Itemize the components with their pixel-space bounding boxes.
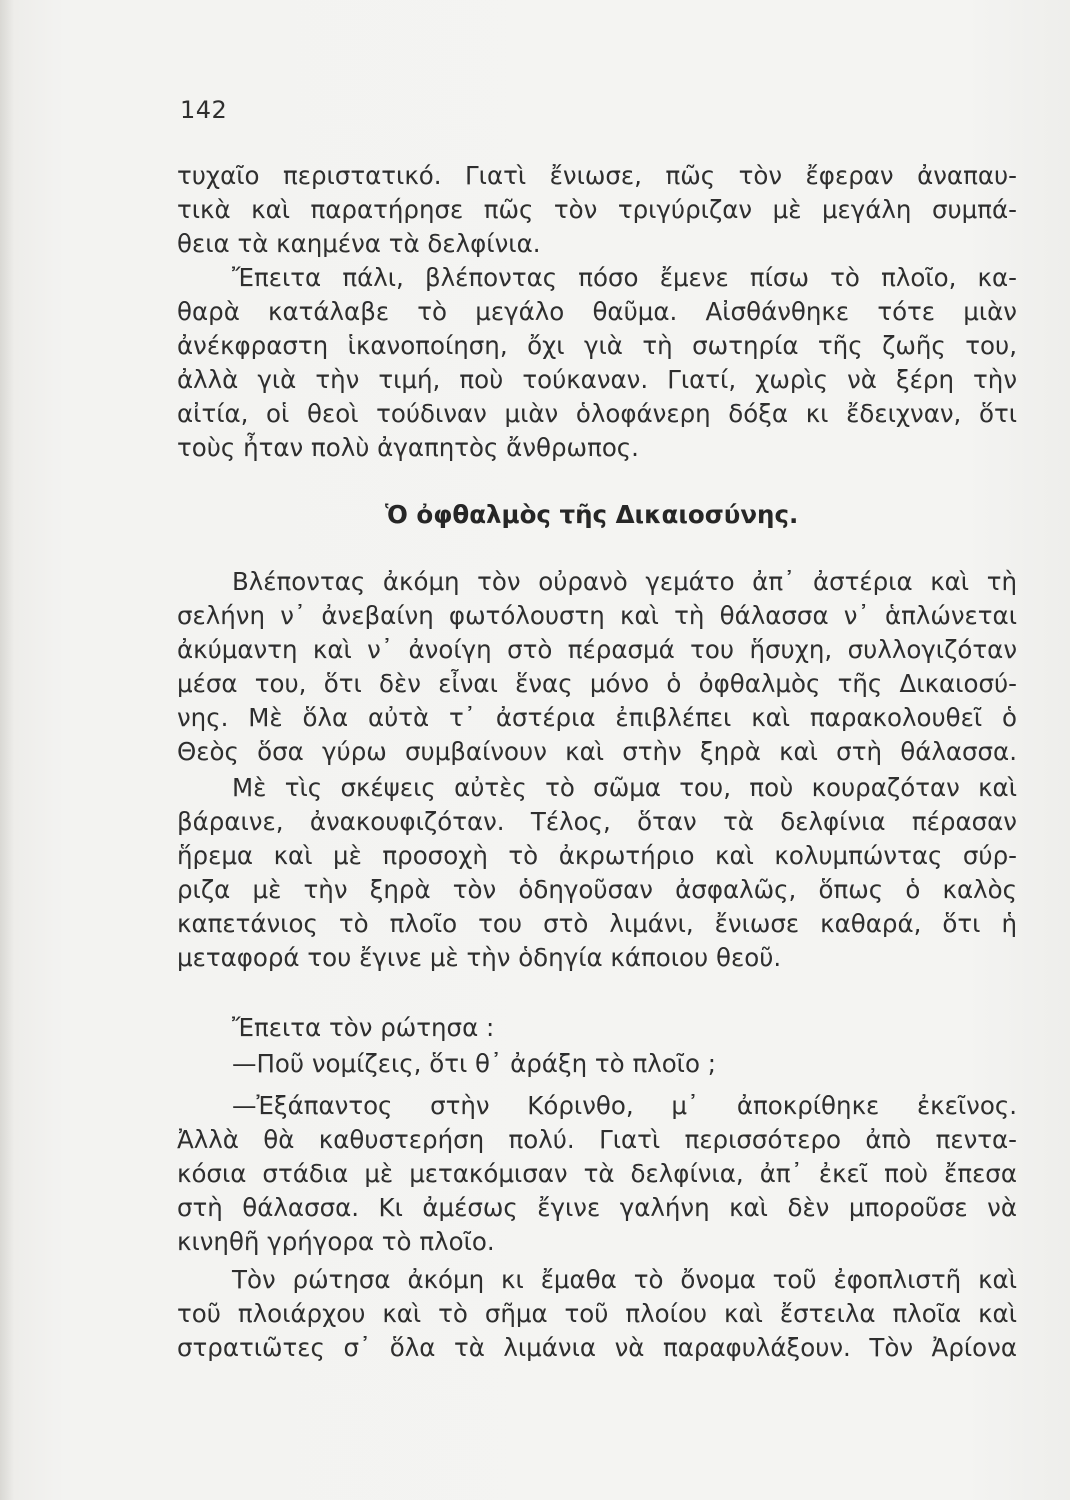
page-edge-shadow [0,0,14,1500]
section-heading: Ὁ ὀφθαλμὸς τῆς Δικαιοσύνης. [385,500,799,529]
text-line: στὴ θάλασσα. Κι ἀμέσως ἔγινε γαλήνη καὶ δὲν μποροῦσε νὰ [177,1193,1017,1222]
text-line: θαρὰ κατάλαβε τὸ μεγάλο θαῦμα. Αἰσθάνθηκε τότε μιὰν [177,297,1017,326]
text-line: κινηθῆ γρήγορα τὸ πλοῖο. [177,1227,495,1256]
text-line: Μὲ τὶς σκέψεις αὐτὲς τὸ σῶμα του, ποὺ κουραζόταν καὶ [232,773,1017,802]
text-line: νης. Μὲ ὅλα αὐτὰ τ᾽ ἀστέρια ἐπιβλέπει καὶ παρακολουθεῖ ὁ [177,703,1017,732]
text-line: Θεὸς ὅσα γύρω συμβαίνουν καὶ στὴν ξηρὰ καὶ στὴ θάλασσα. [177,737,1017,766]
text-line: Τὸν ρώτησα ἀκόμη κι ἔμαθα τὸ ὄνομα τοῦ ἐφοπλιστῆ καὶ [232,1265,1017,1294]
text-line: ἥρεμα καὶ μὲ προσοχὴ τὸ ἀκρωτήριο καὶ κολυμπώντας σύρ- [177,841,1017,870]
text-line: Ἀλλὰ θὰ καθυστερήση πολύ. Γιατὶ περισσότερο ἀπὸ πεντα- [177,1125,1017,1154]
text-line: —Ἐξάπαντος στὴν Κόρινθο, μ᾽ ἀποκρίθηκε ἐκεῖνος. [232,1091,1017,1120]
text-line: Βλέποντας ἀκόμη τὸν οὐρανὸ γεμάτο ἀπ᾽ ἀστέρια καὶ τὴ [232,567,1017,596]
text-line: Ἔπειτα πάλι, βλέποντας πόσο ἔμενε πίσω τὸ πλοῖο, κα- [232,263,1017,292]
text-line: στρατιῶτες σ᾽ ὅλα τὰ λιμάνια νὰ παραφυλάξουν. Τὸν Ἀρίονα [177,1333,1017,1362]
text-line: αἰτία, οἱ θεοὶ τούδιναν μιὰν ὁλοφάνερη δόξα κι ἔδειχναν, ὅτι [177,399,1017,428]
text-line: ἀνέκφραστη ἱκανοποίηση, ὄχι γιὰ τὴ σωτηρία τῆς ζωῆς του, [177,331,1017,360]
text-line: ἀλλὰ γιὰ τὴν τιμή, ποὺ τούκαναν. Γιατί, χωρὶς νὰ ξέρη τὴν [177,365,1017,394]
text-line: μεταφορά του ἔγινε μὲ τὴν ὁδηγία κάποιου θεοῦ. [177,943,782,972]
text-line: μέσα του, ὅτι δὲν εἶναι ἕνας μόνο ὁ ὀφθαλμὸς τῆς Δικαιοσύ- [177,669,1017,698]
text-line: τοῦ πλοιάρχου καὶ τὸ σῆμα τοῦ πλοίου καὶ ἔστειλα πλοῖα καὶ [177,1299,1017,1328]
text-line: βάραινε, ἀνακουφιζόταν. Τέλος, ὅταν τὰ δελφίνια πέρασαν [177,807,1017,836]
text-line: καπετάνιος τὸ πλοῖο του στὸ λιμάνι, ἔνιωσε καθαρά, ὅτι ἡ [177,909,1017,938]
text-line: κόσια στάδια μὲ μετακόμισαν τὰ δελφίνια, ἀπ᾽ ἐκεῖ ποὺ ἔπεσα [177,1159,1017,1188]
page-number: 142 [180,96,228,124]
text-line: ριζα μὲ τὴν ξηρὰ τὸν ὁδηγοῦσαν ἀσφαλῶς, ὅπως ὁ καλὸς [177,875,1017,904]
text-line: θεια τὰ καημένα τὰ δελφίνια. [177,229,541,258]
text-line: σελήνη ν᾽ ἀνεβαίνη φωτόλουστη καὶ τὴ θάλασσα ν᾽ ἁπλώνεται [177,601,1017,630]
text-line: Ἔπειτα τὸν ρώτησα : [232,1013,495,1042]
text-line: —Ποῦ νομίζεις, ὅτι θ᾽ ἀράξη τὸ πλοῖο ; [232,1049,717,1078]
text-line: τικὰ καὶ παρατήρησε πῶς τὸν τριγύριζαν μὲ μεγάλη συμπά- [177,195,1017,224]
text-line: τοὺς ἦταν πολὺ ἀγαπητὸς ἄνθρωπος. [177,433,639,462]
text-line: τυχαῖο περιστατικό. Γιατὶ ἔνιωσε, πῶς τὸν ἔφεραν ἀναπαυ- [177,161,1017,190]
text-line: ἀκύμαντη καὶ ν᾽ ἀνοίγη στὸ πέρασμά του ἥσυχη, συλλογιζόταν [177,635,1017,664]
